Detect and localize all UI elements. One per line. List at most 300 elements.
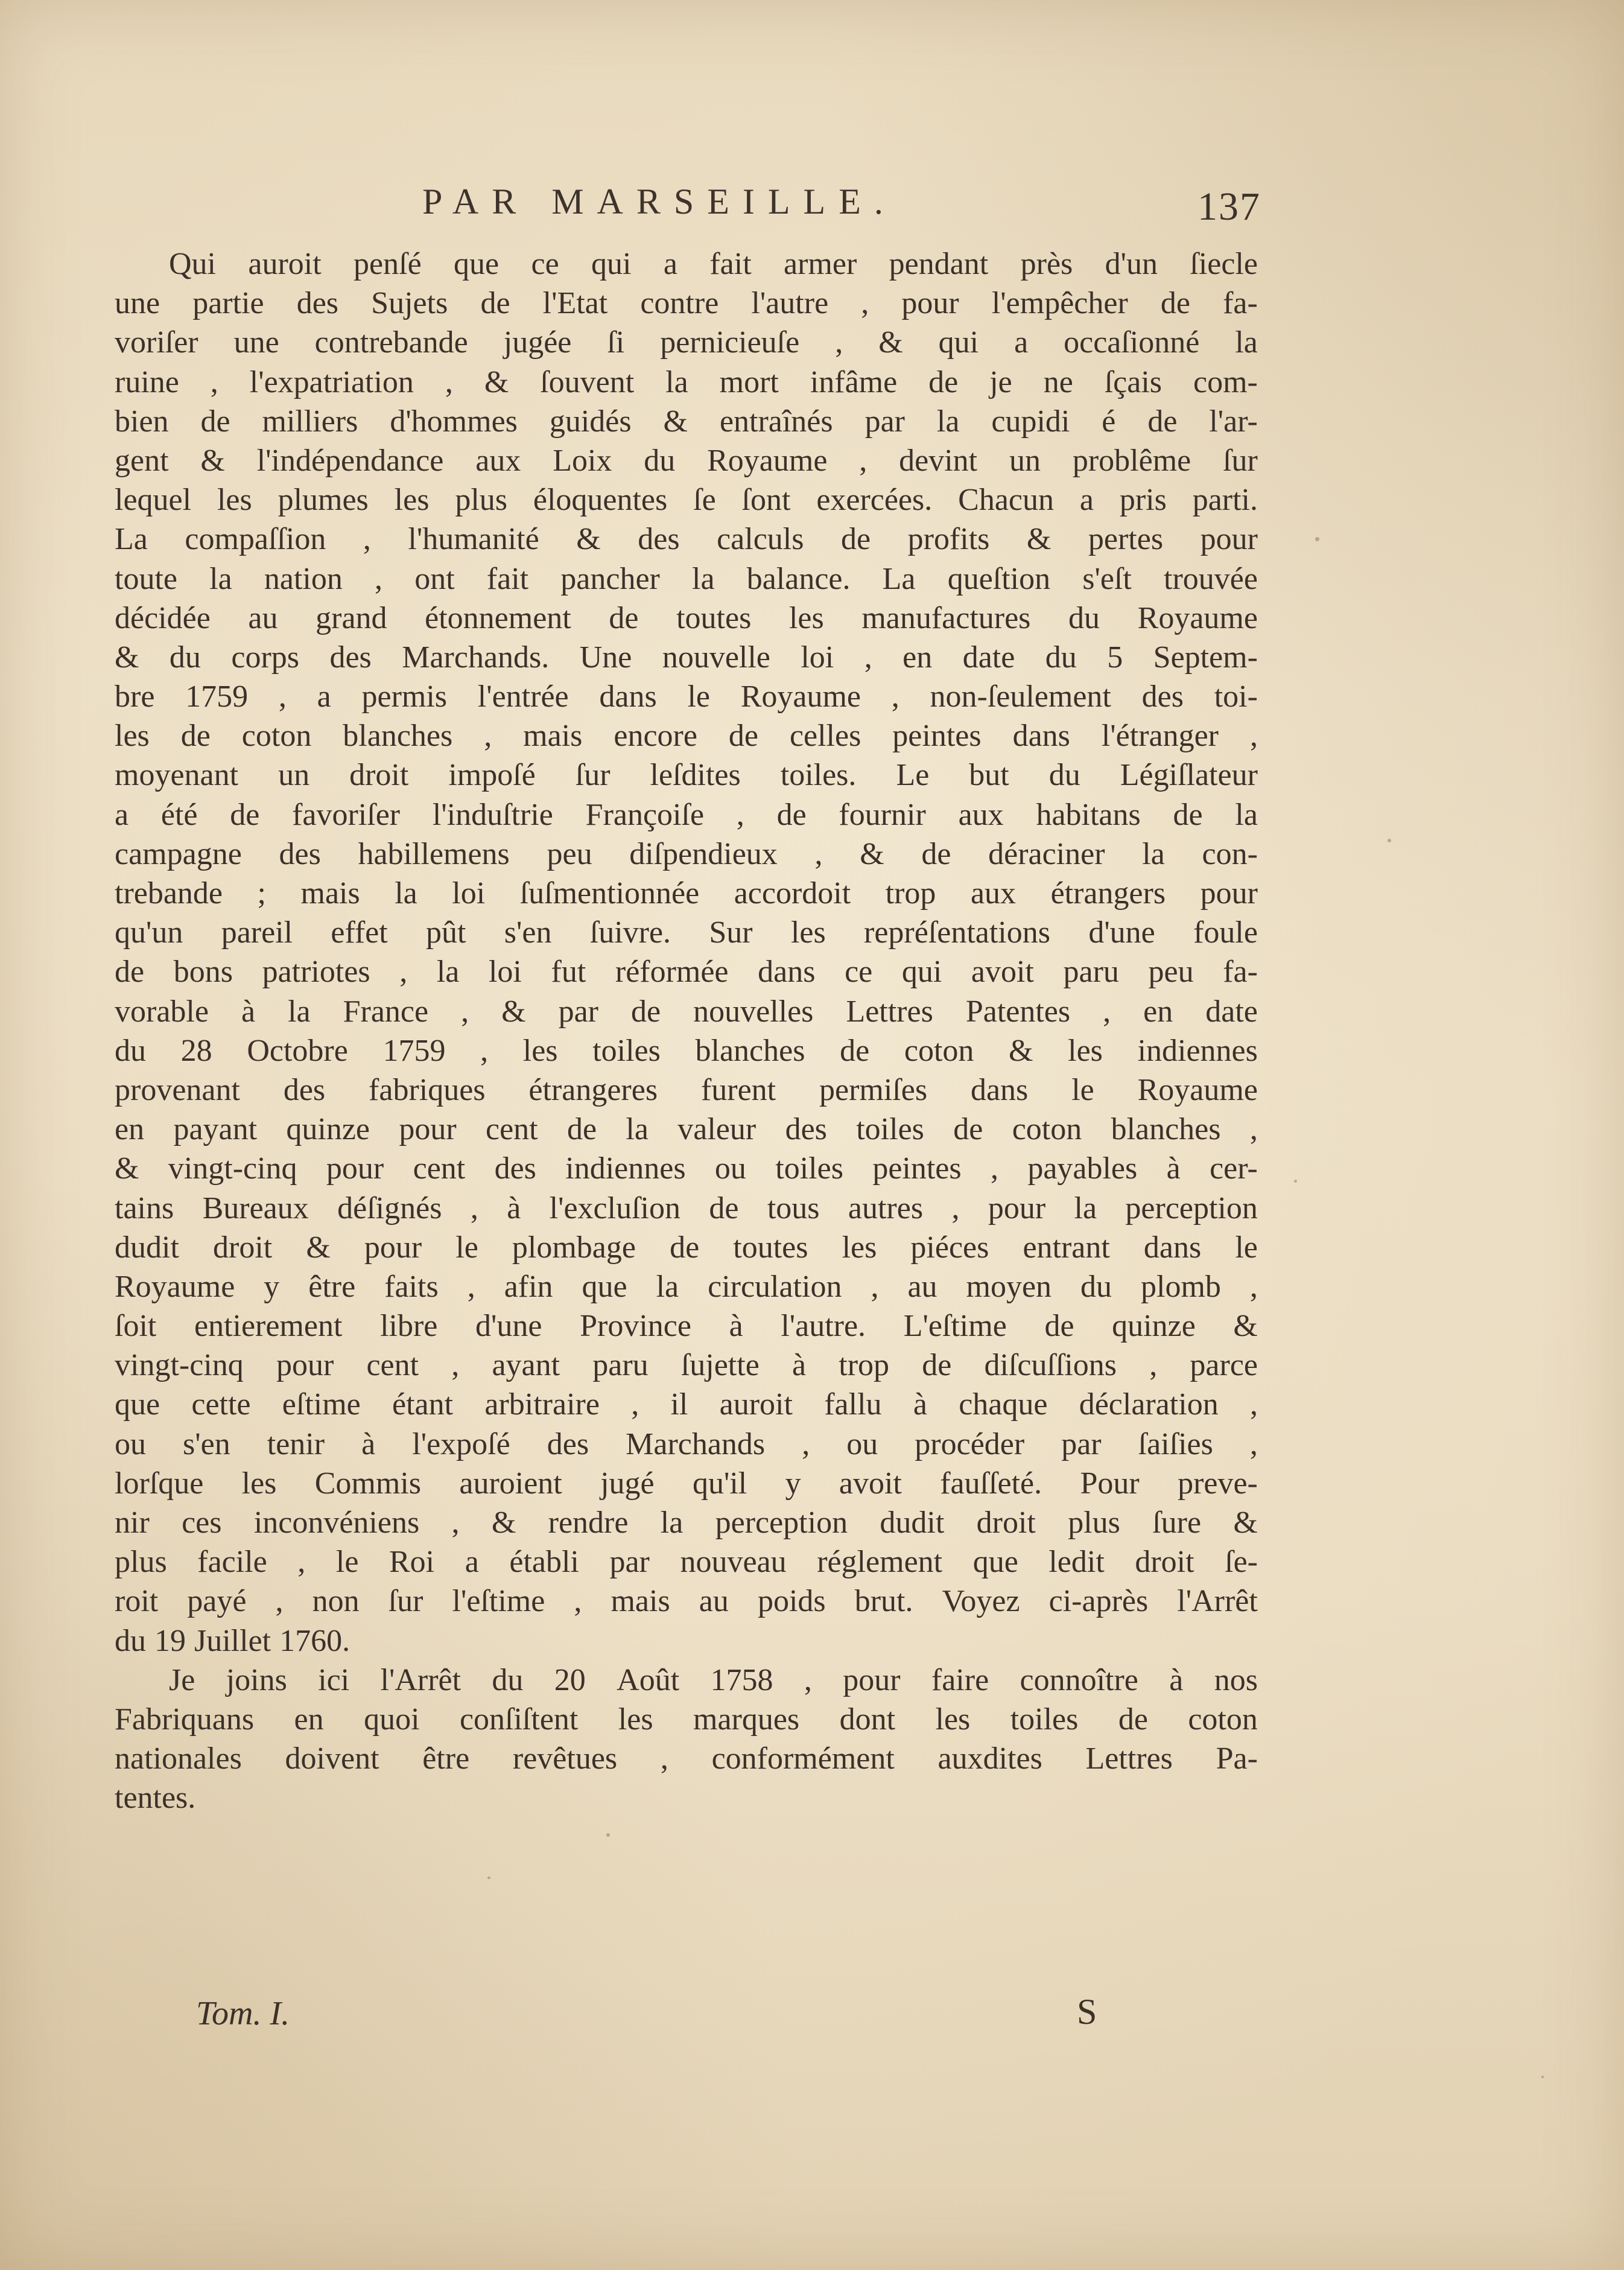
word: des [494, 1151, 536, 1186]
word: rendre [548, 1505, 629, 1540]
word: vingt-cinq [168, 1151, 297, 1186]
word: permiſes [819, 1072, 928, 1107]
word: droit [976, 1505, 1036, 1540]
word: moyenant [115, 758, 239, 793]
text-line [115, 1778, 1258, 1817]
word: éloquentes [533, 483, 668, 518]
word: , [375, 561, 383, 596]
word: peu [547, 836, 592, 871]
word: blanches [343, 719, 453, 754]
word: la [436, 955, 460, 990]
word: cent [413, 1151, 466, 1186]
word: fauſſeté. [940, 1466, 1042, 1501]
text-line [115, 363, 1258, 402]
word: conformément [711, 1741, 895, 1776]
text-line [115, 1464, 1258, 1503]
word: quoi [364, 1702, 420, 1737]
word: entraînés [719, 404, 833, 439]
word: Juillet [194, 1623, 271, 1658]
word: de [609, 600, 639, 635]
word: la [288, 994, 311, 1029]
word: des [279, 836, 321, 871]
word: parti. [1192, 483, 1258, 518]
word: 28 [180, 1033, 212, 1068]
word: le [335, 1545, 359, 1580]
word: roit [115, 1584, 159, 1619]
word: entierement [194, 1309, 343, 1344]
word: à [913, 1387, 927, 1422]
word: le [455, 1230, 478, 1265]
word: ſur [1223, 443, 1258, 478]
word: habitans [1036, 797, 1141, 832]
running-head: PAR MARSEILLE. [422, 182, 896, 221]
word: les [935, 1702, 971, 1737]
word: connoître [1020, 1662, 1138, 1697]
word: la [1142, 836, 1165, 871]
word: brut. [854, 1584, 913, 1619]
word: cent [366, 1348, 419, 1383]
word: de [1160, 286, 1190, 321]
word: ſe- [1225, 1545, 1258, 1580]
word: il [670, 1387, 688, 1422]
word: , [275, 1584, 284, 1619]
word: preve- [1178, 1466, 1258, 1501]
word: chaque [959, 1387, 1048, 1422]
text-line [115, 677, 1258, 716]
word: fallu [824, 1387, 882, 1422]
word: fa- [1223, 955, 1258, 990]
word: le [1235, 1230, 1258, 1265]
word: Légiſlateur [1120, 758, 1258, 793]
word: au [907, 1269, 937, 1304]
word: en [902, 640, 933, 675]
word: & [1233, 1309, 1258, 1344]
word: pour [1200, 522, 1258, 557]
word: milliers [262, 404, 358, 439]
word: des [1141, 679, 1184, 714]
word: ; [257, 876, 266, 911]
word: , [891, 679, 899, 714]
word: repréſentations [864, 915, 1050, 950]
word: provenant [115, 1072, 240, 1107]
word: de [928, 364, 959, 399]
word: leſdites [650, 758, 741, 793]
word: faits [384, 1269, 439, 1304]
word: Sur [709, 915, 753, 950]
word: auroit [248, 247, 322, 281]
word: Loix [553, 443, 612, 478]
word: nouvelles [693, 994, 814, 1029]
word: tous [767, 1191, 820, 1226]
word: plomb [1141, 1269, 1221, 1304]
word: ou [115, 1426, 146, 1461]
word: dans [758, 955, 816, 990]
word: aux [475, 443, 521, 478]
word: les [241, 1466, 277, 1501]
word: parce [1190, 1348, 1258, 1383]
word: pour [1200, 876, 1258, 911]
word: à [241, 994, 256, 1029]
word: coton [241, 719, 312, 754]
word: la [1235, 325, 1258, 360]
word: procéder [915, 1426, 1025, 1461]
word: entrant [1023, 1230, 1110, 1265]
word: Roi [389, 1545, 435, 1580]
text-line [115, 284, 1258, 323]
text-line [115, 874, 1258, 913]
word: , [210, 364, 218, 399]
word: & [1009, 1033, 1033, 1068]
word: une [115, 286, 160, 321]
word: patriotes [262, 955, 370, 990]
word: ſur [388, 1584, 423, 1619]
word: ou [714, 1151, 746, 1186]
word: des [785, 1112, 827, 1147]
word: à [1169, 1662, 1184, 1697]
word: non [312, 1584, 360, 1619]
word: lequel [115, 483, 192, 518]
word: ſujette [680, 1348, 760, 1383]
word: réglement [817, 1545, 943, 1580]
word: de [922, 1348, 952, 1383]
word: fait [709, 247, 752, 281]
word: toiles [1010, 1702, 1079, 1737]
word: du [1048, 758, 1080, 793]
word: mais [611, 1584, 670, 1619]
word: ſiecle [1190, 247, 1258, 281]
word: circulation [708, 1269, 842, 1304]
word: é [1102, 404, 1116, 439]
word: fut [551, 955, 586, 990]
word: vorable [115, 994, 209, 1029]
word: ſçais [1104, 364, 1162, 399]
word: de [841, 522, 871, 557]
word: vingt-cinq [115, 1348, 244, 1383]
word: que [972, 1545, 1018, 1580]
word: fournir [839, 797, 926, 832]
text-line [115, 1700, 1258, 1739]
word: ayant [492, 1348, 560, 1383]
text-line [115, 323, 1258, 362]
word: 1759 [185, 679, 249, 714]
text-line [115, 1542, 1258, 1582]
word: penſé [354, 247, 422, 281]
word: par [558, 994, 598, 1029]
word: , [399, 955, 408, 990]
word: favoriſer [292, 797, 401, 832]
word: coton [904, 1033, 974, 1068]
word: dans [599, 679, 657, 714]
word: 19 [154, 1623, 186, 1658]
word: aux [958, 797, 1004, 832]
volume-signature: Tom. I. [196, 1995, 290, 2032]
word: voriſer [115, 325, 198, 360]
word: ſaiſies [1138, 1426, 1213, 1461]
word: plumes [278, 483, 369, 518]
word: pour [326, 1151, 384, 1186]
word: réformée [615, 955, 729, 990]
word: , [835, 325, 843, 360]
word: pris [1119, 483, 1167, 518]
word: gent [115, 443, 169, 478]
word: , [1249, 1269, 1258, 1304]
word: diſpendieux [629, 836, 778, 871]
word: les [790, 915, 826, 950]
word: but [969, 758, 1009, 793]
word: de [776, 797, 807, 832]
word: com- [1193, 364, 1258, 399]
word: a [317, 679, 331, 714]
word: Royaume [1137, 1072, 1258, 1107]
text-line [115, 1228, 1258, 1267]
text-line [115, 1149, 1258, 1188]
word: , [484, 719, 492, 754]
word: la [936, 404, 960, 439]
word: , [802, 1426, 810, 1461]
word: ont [414, 561, 455, 596]
word: de [631, 994, 661, 1029]
word: , [480, 1033, 489, 1068]
word: du [1068, 600, 1100, 635]
word: déſignés [337, 1191, 442, 1226]
word: les [115, 719, 150, 754]
word: plus [455, 483, 507, 518]
paper-speck [1315, 537, 1319, 541]
signature-mark: S [1077, 1992, 1097, 2032]
word: & [1233, 1505, 1258, 1540]
word: campagne [115, 836, 242, 871]
word: déraciner [988, 836, 1105, 871]
word: aux [970, 876, 1017, 911]
word: les [1068, 1033, 1103, 1068]
word: ſe [693, 483, 716, 518]
word: qu'il [692, 1466, 747, 1501]
text-line [115, 1267, 1258, 1306]
word: , [631, 1387, 639, 1422]
word: tentes. [115, 1781, 196, 1816]
word: exercées. [816, 483, 933, 518]
word: de [728, 719, 758, 754]
word: poids [757, 1584, 826, 1619]
word: ſi [607, 325, 625, 360]
word: de [1173, 797, 1203, 832]
text-line [115, 480, 1258, 520]
word: de [953, 1112, 983, 1147]
word: les [217, 483, 252, 518]
word: les [842, 1230, 877, 1265]
word: Royaume [115, 1269, 235, 1304]
word: la [665, 364, 688, 399]
word: , [1103, 994, 1111, 1029]
word: la [692, 561, 715, 596]
word: pour [988, 1191, 1046, 1226]
word: , [871, 1269, 879, 1304]
word: s'eſt [1082, 561, 1132, 596]
word: d'un [1105, 247, 1158, 281]
word: celles [789, 719, 861, 754]
word: nos [1214, 1662, 1258, 1697]
word: ſouvent [540, 364, 635, 399]
word: droit [1135, 1545, 1194, 1580]
word: l'induſtrie [432, 797, 553, 832]
word: balance. [746, 561, 851, 596]
word: Chacun [958, 483, 1054, 518]
word: impoſé [448, 758, 536, 793]
word: Françoiſe [585, 797, 705, 832]
word: trop [839, 1348, 890, 1383]
word: de [1147, 404, 1178, 439]
word: dans [970, 1072, 1029, 1107]
word: des [547, 1426, 589, 1461]
word: , [461, 994, 469, 1029]
paper-speck [487, 1877, 490, 1879]
word: de [1118, 1702, 1148, 1737]
word: toutes [733, 1230, 808, 1265]
text-line [115, 913, 1258, 952]
word: & [491, 1505, 516, 1540]
word: dans [1012, 719, 1070, 754]
word: 1758 [710, 1662, 773, 1697]
word: & [663, 404, 688, 439]
word: L'eſtime [903, 1309, 1007, 1344]
word: l'étranger [1101, 719, 1219, 754]
word: tains [115, 1191, 174, 1226]
text-line [115, 952, 1258, 991]
word: eſtime [282, 1387, 361, 1422]
word: en [294, 1702, 324, 1737]
word: en [1143, 994, 1173, 1029]
word: loi [452, 876, 486, 911]
word: Septem- [1153, 640, 1258, 675]
word: bien [115, 404, 169, 439]
body-text [115, 244, 1258, 1818]
word: pertes [1088, 522, 1164, 557]
text-line [115, 755, 1258, 795]
word: & [1026, 522, 1051, 557]
word: décidée [115, 600, 211, 635]
word: ce [531, 247, 559, 281]
word: dont [839, 1702, 896, 1737]
word: & [501, 994, 526, 1029]
word: du [1045, 640, 1077, 675]
word: bre [115, 679, 155, 714]
text-line [115, 716, 1258, 755]
word: loi [801, 640, 834, 675]
word: près [1020, 247, 1073, 281]
word: y [785, 1466, 801, 1501]
word: qui [591, 247, 632, 281]
word: pour [364, 1230, 422, 1265]
text-line [115, 1070, 1258, 1110]
word: Province [580, 1309, 691, 1344]
word: , [1149, 1348, 1158, 1383]
text-line [115, 1739, 1258, 1778]
word: payant [173, 1112, 258, 1147]
word: à [729, 1309, 743, 1344]
word: problême [1072, 443, 1191, 478]
word: a [465, 1545, 479, 1580]
word: l'Arrêt [1177, 1584, 1258, 1619]
page-number: 137 [1197, 185, 1261, 229]
word: habillemens [358, 836, 510, 871]
word: peintes [872, 1151, 962, 1186]
word: de [566, 1112, 597, 1147]
word: La [882, 561, 916, 596]
word: 1759 [382, 1033, 446, 1068]
word: bons [173, 955, 233, 990]
word: libre [380, 1309, 438, 1344]
word: du [492, 1662, 524, 1697]
word: ou [846, 1426, 878, 1461]
word: Lettres [1085, 1741, 1173, 1776]
word: & [115, 1151, 139, 1186]
word: pour [843, 1662, 901, 1697]
word: s'en [504, 915, 552, 950]
word: avoit [839, 1466, 902, 1501]
word: le [687, 679, 710, 714]
word: , [660, 1741, 668, 1776]
text-line [115, 1031, 1258, 1070]
word: ces [182, 1505, 222, 1540]
word: pour [276, 1348, 334, 1383]
word: con- [1202, 836, 1258, 871]
word: le [1071, 1072, 1094, 1107]
word: Une [579, 640, 632, 675]
word: moyen [966, 1269, 1052, 1304]
word: l'empêcher [991, 286, 1128, 321]
text-line [115, 795, 1258, 835]
word: , [451, 1505, 460, 1540]
word: Marchands. [402, 640, 550, 675]
paper-speck [1541, 2076, 1544, 2078]
word: , [1249, 1426, 1258, 1461]
word: des [283, 1072, 326, 1107]
text-line [115, 441, 1258, 480]
word: de [180, 719, 211, 754]
word: tenir [267, 1426, 325, 1461]
word: cupidi [991, 404, 1070, 439]
word: du [115, 1623, 146, 1658]
word: date [1205, 994, 1258, 1029]
word: accordoit [734, 876, 851, 911]
word: occaſionné [1064, 325, 1200, 360]
word: infâme [810, 364, 898, 399]
word: encore [614, 719, 697, 754]
word: joins [226, 1662, 287, 1697]
word: l'expoſé [412, 1426, 510, 1461]
word: ici [318, 1662, 350, 1697]
word: été [160, 797, 198, 832]
word: nation [264, 561, 343, 596]
word: Royaume [707, 443, 828, 478]
text-line [115, 1346, 1258, 1385]
word: pendant [889, 247, 989, 281]
word: mais [523, 719, 583, 754]
word: étrangers [1050, 876, 1166, 911]
text-line [115, 992, 1258, 1031]
text-line [115, 1582, 1258, 1621]
word: de [840, 1033, 870, 1068]
word: dans [1143, 1230, 1202, 1265]
word: au [248, 600, 278, 635]
text-line [115, 402, 1258, 441]
word: la [1235, 797, 1258, 832]
word: facile [197, 1545, 267, 1580]
word: guidés [549, 404, 632, 439]
word: payé [187, 1584, 247, 1619]
word: faire [931, 1662, 989, 1697]
word: fabriques [369, 1072, 486, 1107]
